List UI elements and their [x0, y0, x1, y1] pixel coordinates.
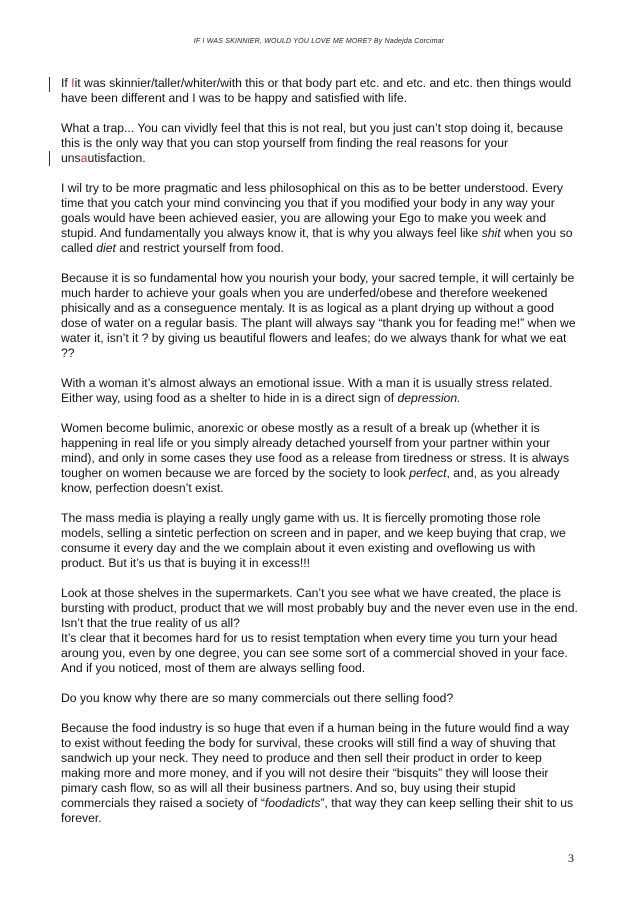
document-body	[61, 76, 581, 841]
paragraph-text: Because the food industry is so huge that even if a human being in the future would find a way to exist without feeding the body for survival, these crooks will still find a way of shuving that sandwich up your neck. They need to produce and then sell their product in order to keep making more and more money, and if you will not desire their “bisquits” they will loose their pimary cash flow, so as will all their business partners. And so, buy using their stupid commercials they raised a society of “	[61, 721, 570, 810]
paragraph-11	[61, 721, 581, 825]
paragraph-4: Because it is so fundamental how you nourish your body, your sacred temple, it will certainly be much harder to achieve your goals when you are underfed/obese and therefore weekened phisically and as a conseguence mentaly. It is as logical as a plant drying up without a good dose of water on a regular basis. The plant will always say “thank you for feading me!” when we water it, isn’t it ? by giving us beautiful flowers and leafes; do we always thank for what we eat ??	[61, 271, 576, 360]
paragraph-text: With a woman it’s almost always an emotional issue. With a man it is usually stress related. Either way, using food as a shelter to hide in is a direct sign of	[61, 376, 553, 405]
paragraph-1	[61, 76, 581, 106]
paragraph-text: Women become bulimic, anorexic or obese mostly as a result of a break up (whether it is happening in real life or you simply already detached yourself from your partner within your mind), and only in some cases they use food as a release from tiredness or stress. It is always tougher on women because we are forced by the society to look	[61, 421, 570, 480]
paragraph-9: It’s clear that it becomes hard for us to resist temptation when every time you turn your head aroung you, even by one degree, you can see some sort of a commercial shoved in your face. And if you noticed, most of them are always selling food.	[61, 630, 568, 675]
emphasis-text: diet	[96, 240, 116, 255]
paragraph-text: it was skinnier/taller/whiter/with this or that body part etc. and etc. and etc. then things would have been different and I was to be happy and satisfied with life.	[61, 76, 572, 105]
emphasis-text: perfect	[409, 465, 447, 480]
page-number: 3	[568, 851, 574, 865]
paragraph-text: and restrict yourself from food.	[115, 240, 284, 255]
paragraph-text: , and, as you already know, perfection doesn’t exist.	[61, 465, 560, 495]
paragraph-3	[61, 181, 581, 256]
paragraph-7: The mass media is playing a really ungly game with us. It is fiercelly promoting those role models, selling a sintetic perfection on screen and in paper, and we keep buying that crap, we consume it every day and the we complain about it even existing and oveflowing us with product. But it’s us that is buying it in excess!!!	[61, 511, 566, 570]
paragraph-text: ”, that way they can keep selling their shit to us forever.	[61, 795, 574, 825]
paragraph-text: utisfaction.	[87, 151, 146, 166]
emphasis-text: depression.	[397, 390, 461, 405]
tracked-change-text: I	[71, 76, 75, 90]
paragraph-8: Look at those shelves in the supermarkets. Can’t you see what we have created, the place is bursting with product, product that we will most probably buy and the never even use in the end. Isn’t that the true reality of us all?	[61, 586, 578, 631]
paragraph-text: when you so called	[61, 226, 573, 255]
paragraph-6	[61, 421, 581, 496]
running-header: IF I WAS SKINNIER, WOULD YOU LOVE ME MORE? By Nadejda Corcimar	[193, 38, 445, 45]
paragraph-text: What a trap... You can vividly feel that this is not real, but you just can’t stop doing it, because this is the only way that you can stop yourself from finding the real reasons for your uns	[61, 121, 564, 166]
paragraph-text: If	[61, 76, 72, 90]
paragraph-5	[61, 376, 581, 406]
change-bar	[49, 151, 50, 166]
change-bar	[49, 77, 50, 92]
paragraph-10: Do you know why there are so many commercials out there selling food?	[61, 691, 454, 706]
paragraph-text: I wil try to be more pragmatic and less philosophical on this as to be better understood. Every time that you catch your mind convincing you that if you modified your body in any way your goals would have been achieved easier, you are allowing your Ego to make you week and stupid. And fundamentally you always know it, that is why you always feel like	[61, 181, 563, 241]
emphasis-text: foodadicts	[264, 795, 321, 810]
emphasis-text: shit	[481, 226, 501, 241]
paragraph-2	[61, 121, 581, 166]
tracked-change-text: a	[80, 151, 88, 166]
